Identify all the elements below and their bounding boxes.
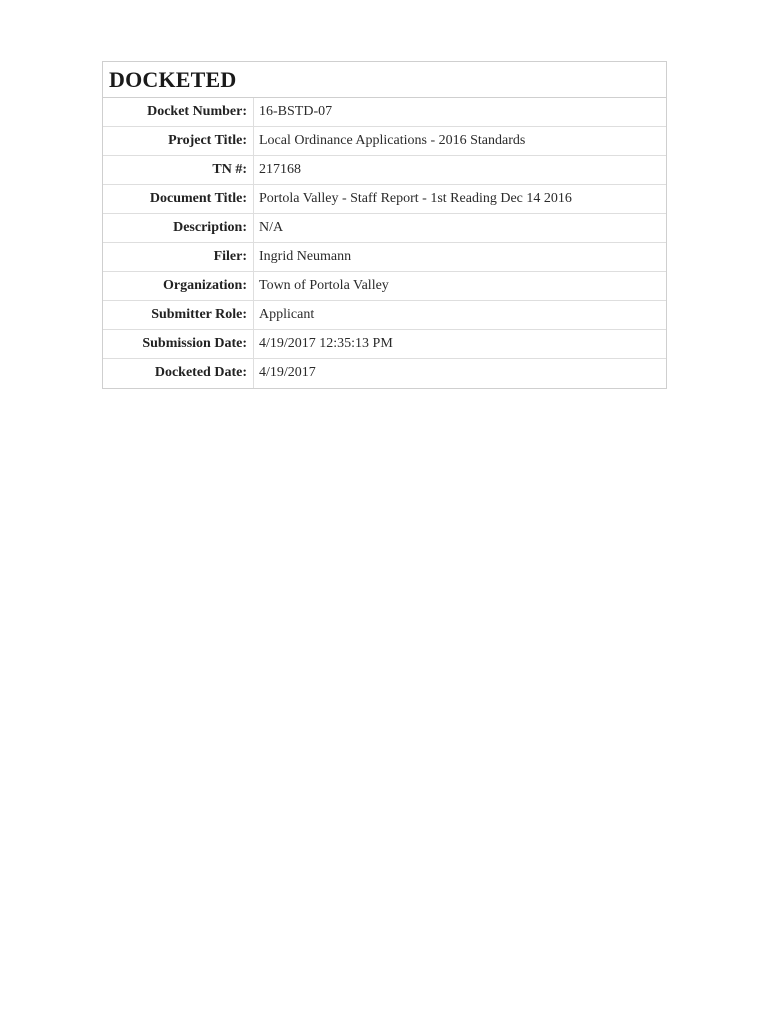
submission-date-row	[103, 330, 666, 359]
docket-number-row	[103, 98, 666, 127]
tn-number-value: 217168	[259, 162, 301, 177]
docket-info-table	[102, 61, 667, 389]
filer-row	[103, 243, 666, 272]
docketed-title: DOCKETED	[109, 66, 237, 92]
description-row	[103, 214, 666, 243]
docket-number-value: 16-BSTD-07	[259, 104, 333, 119]
submitter-role-value: Applicant	[259, 307, 315, 322]
document-title-row	[103, 185, 666, 214]
project-title-value: Local Ordinance Applications - 2016 Standards	[259, 133, 526, 148]
description-label: Description:	[103, 214, 254, 242]
docket-header	[103, 62, 666, 98]
document-title-label: Document Title:	[103, 185, 254, 213]
submitter-role-row	[103, 301, 666, 330]
docketed-date-label: Docketed Date:	[103, 359, 254, 388]
document-title-value: Portola Valley - Staff Report - 1st Reading Dec 14 2016	[259, 191, 572, 206]
project-title-label: Project Title:	[103, 127, 254, 155]
submission-date-label: Submission Date:	[103, 330, 254, 358]
docket-number-label: Docket Number:	[103, 98, 254, 126]
description-value: N/A	[259, 220, 284, 235]
tn-number-label: TN #:	[103, 156, 254, 184]
filer-label: Filer:	[103, 243, 254, 271]
tn-number-row	[103, 156, 666, 185]
organization-value: Town of Portola Valley	[259, 278, 389, 293]
project-title-row	[103, 127, 666, 156]
organization-label: Organization:	[103, 272, 254, 300]
submission-date-value: 4/19/2017 12:35:13 PM	[259, 336, 393, 351]
docketed-date-row	[103, 359, 666, 388]
organization-row	[103, 272, 666, 301]
docketed-date-value: 4/19/2017	[259, 365, 316, 380]
submitter-role-label: Submitter Role:	[103, 301, 254, 329]
filer-value: Ingrid Neumann	[259, 249, 352, 264]
